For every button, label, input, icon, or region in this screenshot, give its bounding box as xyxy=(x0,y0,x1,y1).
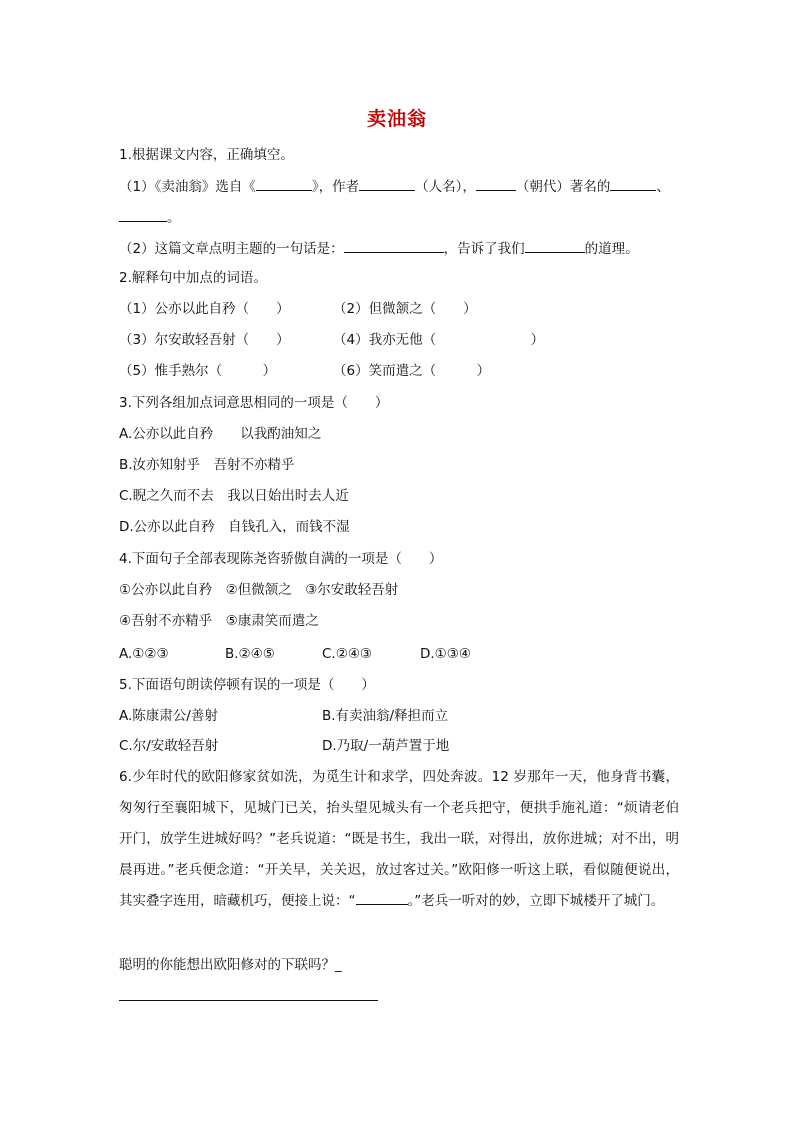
q1-blank-dynasty[interactable] xyxy=(476,176,516,191)
q1-text-2c: 的道理。 xyxy=(584,241,639,257)
q1-blank-lesson[interactable] xyxy=(525,238,585,253)
q1-text-d: （朝代）著名的 xyxy=(515,179,611,195)
q2-item-1: （1）公亦以此自矜（ ） xyxy=(119,301,290,317)
q1-blank-title-1[interactable] xyxy=(610,176,656,191)
q3-option-a[interactable]: A.公亦以此自矜 以我酌油知之 xyxy=(119,426,322,442)
q5-option-d[interactable]: D.乃取/一葫芦置于地 xyxy=(322,738,450,754)
q1-line-1-cont xyxy=(119,207,181,228)
q2-item-5: （5）惟手熟尔（ ） xyxy=(119,363,277,379)
q6-text-1: 6.少年时代的欧阳修家贫如洗，为觅生计和求学，四处奔波。12 岁那年一天，他身背书囊，匆匆行至襄阳城下，见城门已关，抬头望见城头有一个老兵把守，便拱手施礼道：“烦请老伯开门，放学生进城好吗？”老兵说道：“既是书生，我出一联，对得出，放你进城；对不出，明晨再进。”老兵便念道：“开关早，关关迟，放过客过关。”欧阳修一听这上联，看似随便说出，其实叠字连用，暗藏机巧，便接上说：“ xyxy=(119,769,679,909)
q1-text-2b: ，告诉了我们 xyxy=(443,241,525,257)
q1-text-c: （人名）， xyxy=(415,179,476,195)
q6-answer-line[interactable] xyxy=(119,1000,378,1001)
q5-option-b[interactable]: B.有卖油翁/释担而立 xyxy=(322,708,449,724)
q4-option-a[interactable]: A.①②③ xyxy=(119,646,169,662)
q2-item-2: （2）但微颔之（ ） xyxy=(333,301,477,317)
q1-blank-theme[interactable] xyxy=(344,238,444,253)
q3-heading: 3.下列各组加点词意思相同的一项是（ ） xyxy=(119,395,389,411)
q4-option-c[interactable]: C.②④③ xyxy=(322,646,373,662)
q3-option-c[interactable]: C.睨之久而不去 我以日始出时去人近 xyxy=(119,488,349,504)
q6-blank-couplet[interactable] xyxy=(356,890,408,905)
q2-item-3: （3）尔安敢轻吾射（ ） xyxy=(119,332,290,348)
q1-blank-author[interactable] xyxy=(359,176,415,191)
q1-text-2a: （2）这篇文章点明主题的一句话是： xyxy=(119,241,344,257)
q6-question: 聪明的你能想出欧阳修对的下联吗？_ xyxy=(119,957,342,973)
q2-item-4: （4）我亦无他（ ） xyxy=(333,332,545,348)
q2-heading: 2.解释句中加点的词语。 xyxy=(119,270,267,286)
q1-blank-book[interactable] xyxy=(256,176,312,191)
q4-sentences-1: ①公亦以此自矜 ②但微颔之 ③尔安敢轻吾射 xyxy=(119,582,399,598)
q1-line-1 xyxy=(119,176,670,197)
q1-text-a: （1）《卖油翁》选自《 xyxy=(119,179,256,195)
q6-text-2: 。”老兵一听对的妙，立即下城楼开了城门。 xyxy=(407,893,665,909)
q5-option-a[interactable]: A.陈康肃公/善射 xyxy=(119,708,218,724)
q6-paragraph xyxy=(119,762,679,917)
q1-text-e: 、 xyxy=(656,179,670,195)
q2-item-6: （6）笑而遣之（ ） xyxy=(333,363,491,379)
q1-blank-title-2[interactable] xyxy=(119,207,167,222)
q4-option-b[interactable]: B.②④⑤ xyxy=(225,646,275,662)
q4-heading: 4.下面句子全部表现陈尧咨骄傲自满的一项是（ ） xyxy=(119,551,443,567)
q3-option-d[interactable]: D.公亦以此自矜 自钱孔入，而钱不湿 xyxy=(119,519,350,535)
q4-option-d[interactable]: D.①③④ xyxy=(420,646,471,662)
q1-line-2 xyxy=(119,238,639,259)
q1-text-f: 。 xyxy=(167,210,181,226)
q1-text-b: 》，作者 xyxy=(311,179,360,195)
q3-option-b[interactable]: B.汝亦知射乎 吾射不亦精乎 xyxy=(119,457,295,473)
q4-sentences-2: ④吾射不亦精乎 ⑤康肃笑而遣之 xyxy=(119,613,319,629)
q5-heading: 5.下面语句朗读停顿有误的一项是（ ） xyxy=(119,677,375,693)
q5-option-c[interactable]: C.尔/安敢轻吾射 xyxy=(119,738,219,754)
page-title: 卖油翁 xyxy=(366,108,427,130)
q1-heading: 1.根据课文内容，正确填空。 xyxy=(119,147,294,163)
